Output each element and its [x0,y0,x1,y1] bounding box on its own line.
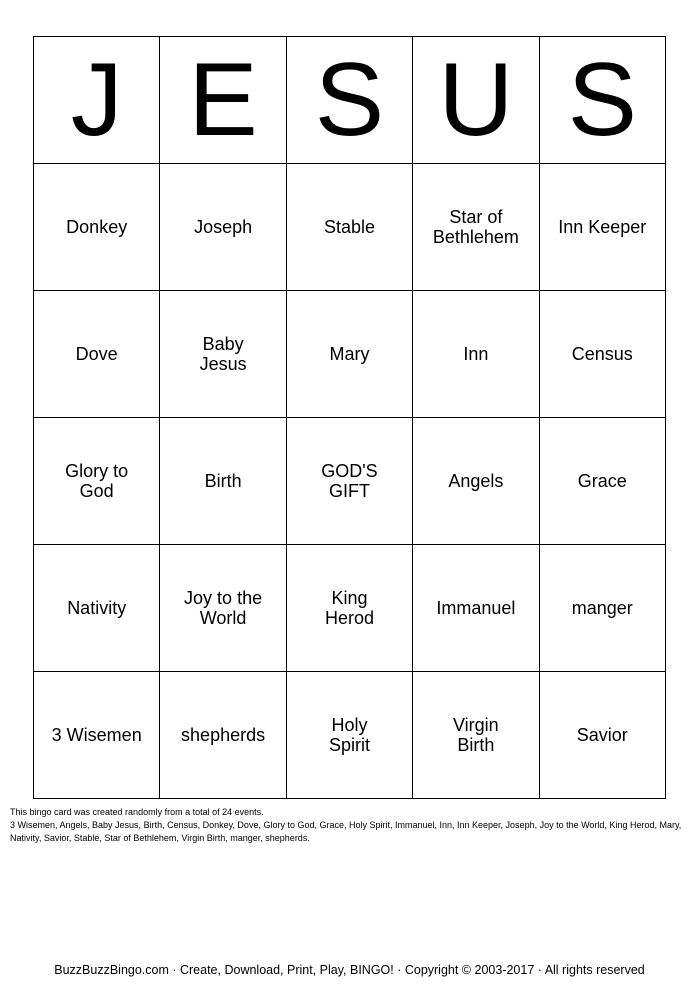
card-cell [286,164,412,291]
card-row [34,672,666,799]
card-cell [34,291,160,418]
card-cell [286,291,412,418]
cell-label: Nativity [67,598,127,618]
cell-label: Inn Keeper [558,217,647,237]
cell-label: shepherds [181,725,266,745]
card-cell [413,291,539,418]
cell-label: King Herod [324,588,374,628]
card-row [34,291,666,418]
card-cell [160,418,286,545]
cell-label: Stable [323,217,375,237]
cell-label: Grace [577,471,627,491]
cell-label: Baby Jesus [199,334,247,374]
card-info-event-list: 3 Wisemen, Angels, Baby Jesus, Birth, Census, Donkey, Dove, Glory to God, Grace, Holy Spirit, Immanuel, Inn, Inn Keeper, Joseph, Joy to the World, King Herod, Mary, Nativity, Savior, Stable, Star of Bethlehem, Virgin Birth, manger, shepherds. [10,820,682,843]
cell-label: Donkey [66,217,128,237]
card-cell [160,545,286,672]
card-info-summary: This bingo card was created randomly from a total of 24 events. [10,807,264,817]
bingo-card [33,36,666,799]
card-cell [160,291,286,418]
cell-label: Glory to God [65,461,129,501]
card-info [10,806,695,845]
cell-label: Dove [75,344,118,364]
cell-label: Joy to the World [184,588,263,628]
cell-label: Joseph [194,217,253,237]
card-cell [539,418,665,545]
cell-label: Star of Bethlehem [432,207,519,247]
cell-label: Birth [204,471,242,491]
cell-label: 3 Wisemen [51,725,142,745]
card-cell [539,545,665,672]
header-letter-s-2: S [539,37,665,164]
card-cell [160,164,286,291]
card-cell [286,545,412,672]
site-footer: BuzzBuzzBingo.com · Create, Download, Print, Play, BINGO! · Copyright © 2003-2017 · All rights reserved [54,963,645,977]
card-cell [34,545,160,672]
card-cell [286,418,412,545]
cell-label: manger [571,598,633,618]
cell-label: Census [571,344,633,364]
card-row [34,418,666,545]
card-cell [160,672,286,799]
card-cell [34,418,160,545]
header-row [34,37,666,164]
cell-label: Inn [463,344,489,364]
card-row [34,545,666,672]
card-row [34,164,666,291]
card-cell [413,545,539,672]
card-cell [539,291,665,418]
card-cell [413,418,539,545]
card-cell [539,164,665,291]
header-letter-u: U [413,37,539,164]
cell-label: Virgin Birth [453,715,499,755]
cell-label: Mary [329,344,370,364]
card-cell [34,164,160,291]
cell-label: Angels [448,471,504,491]
header-letter-s: S [286,37,412,164]
card-cell [34,672,160,799]
header-letter-j: J [34,37,160,164]
card-cell [286,672,412,799]
cell-label: Immanuel [436,598,516,618]
card-cell [413,672,539,799]
header-letter-e: E [160,37,286,164]
cell-label: Savior [576,725,628,745]
card-cell [539,672,665,799]
card-cell [413,164,539,291]
cell-label: Holy Spirit [328,715,370,755]
cell-label: GOD'S GIFT [321,461,378,501]
